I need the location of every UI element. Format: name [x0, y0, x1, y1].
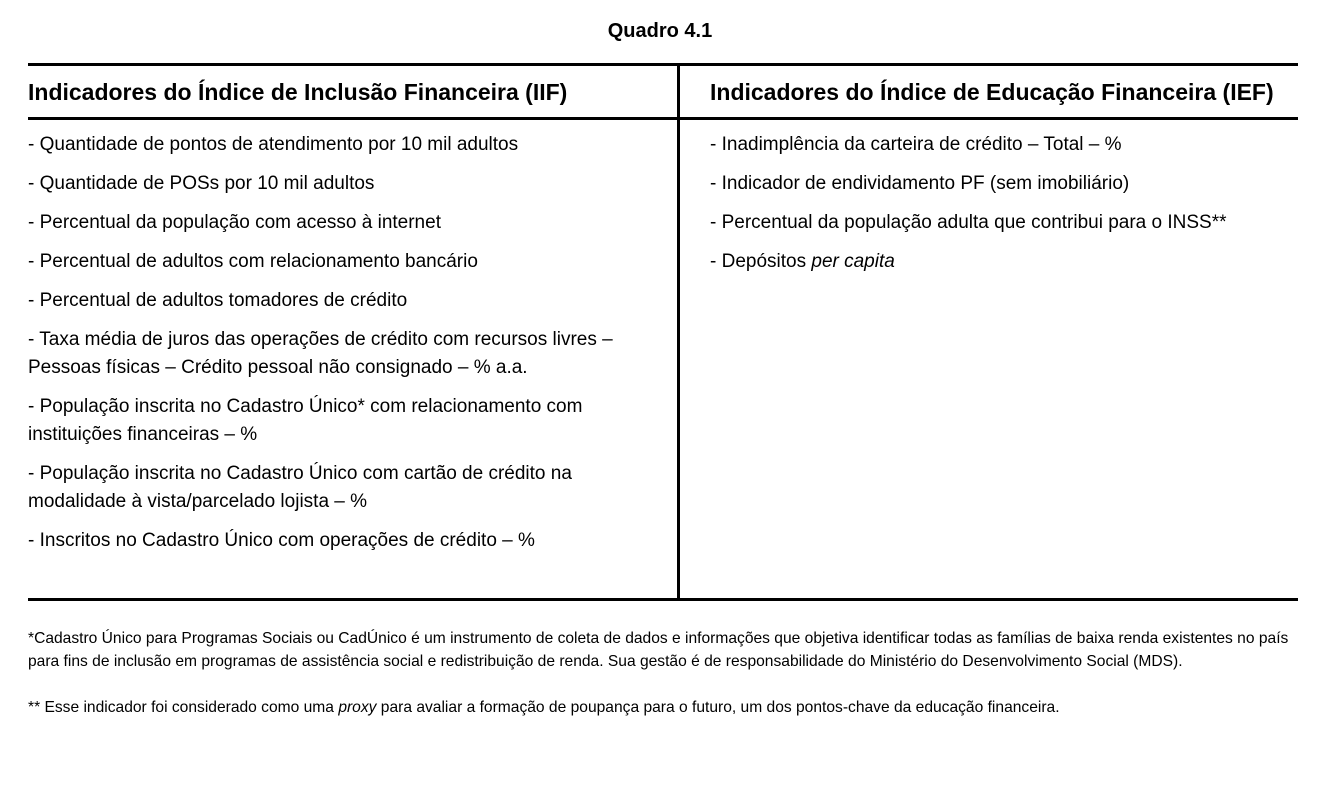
list-item: - Taxa média de juros das operações de crédito com recursos livres – Pessoas físicas – Crédito pessoal não consignado – % a.a. — [28, 329, 613, 378]
ief-column-heading: Indicadores do Índice de Educação Financeira (IEF) — [710, 79, 1274, 105]
list-item: - Indicador de endividamento PF (sem imobiliário) — [710, 173, 1130, 194]
footnote-text: para avaliar a formação de poupança para o futuro, um dos pontos-chave da educação financeira. — [376, 699, 1060, 716]
list-item: - Quantidade de POSs por 10 mil adultos — [28, 173, 375, 194]
list-item: - População inscrita no Cadastro Único* com relacionamento com instituições financeiras – % — [28, 396, 583, 445]
iif-indicator-list — [28, 131, 656, 566]
list-item: - Inscritos no Cadastro Único com operações de crédito – % — [28, 530, 535, 551]
item-text: - Depósitos — [710, 251, 812, 272]
table-title: Quadro 4.1 — [607, 20, 713, 42]
iif-column-heading: Indicadores do Índice de Inclusão Financeira (IIF) — [28, 79, 568, 105]
list-item: - Percentual da população adulta que contribui para o INSS** — [710, 212, 1227, 233]
column-divider — [677, 66, 680, 598]
footnote-cadastro-unico: *Cadastro Único para Programas Sociais ou CadÚnico é um instrumento de coleta de dados e informações que objetiva identificar todas as famílias de baixa renda existentes no país para fins de inclusão em programas de assistência social e redistribuição de renda. Sua gestão é de responsabilidade do Ministério do Desenvolvimento Social (MDS). — [28, 630, 1289, 670]
list-item: - População inscrita no Cadastro Único com cartão de crédito na modalidade à vista/parcelado lojista – % — [28, 463, 572, 512]
list-item — [710, 248, 1270, 276]
list-item: - Quantidade de pontos de atendimento por 10 mil adultos — [28, 134, 519, 155]
indicator-table — [28, 63, 1298, 601]
ief-indicator-list — [710, 131, 1270, 287]
footnote-proxy — [28, 696, 1308, 719]
footnote-text: ** Esse indicador foi considerado como uma — [28, 699, 339, 716]
list-item: - Percentual da população com acesso à internet — [28, 212, 441, 233]
list-item: - Percentual de adultos com relacionamento bancário — [28, 251, 478, 272]
footnote-emphasis: proxy — [338, 699, 377, 716]
item-emphasis: per capita — [811, 251, 895, 272]
header-divider — [28, 117, 1298, 120]
list-item: - Percentual de adultos tomadores de crédito — [28, 290, 408, 311]
list-item: - Inadimplência da carteira de crédito – Total – % — [710, 134, 1122, 155]
footnotes — [28, 627, 1308, 719]
